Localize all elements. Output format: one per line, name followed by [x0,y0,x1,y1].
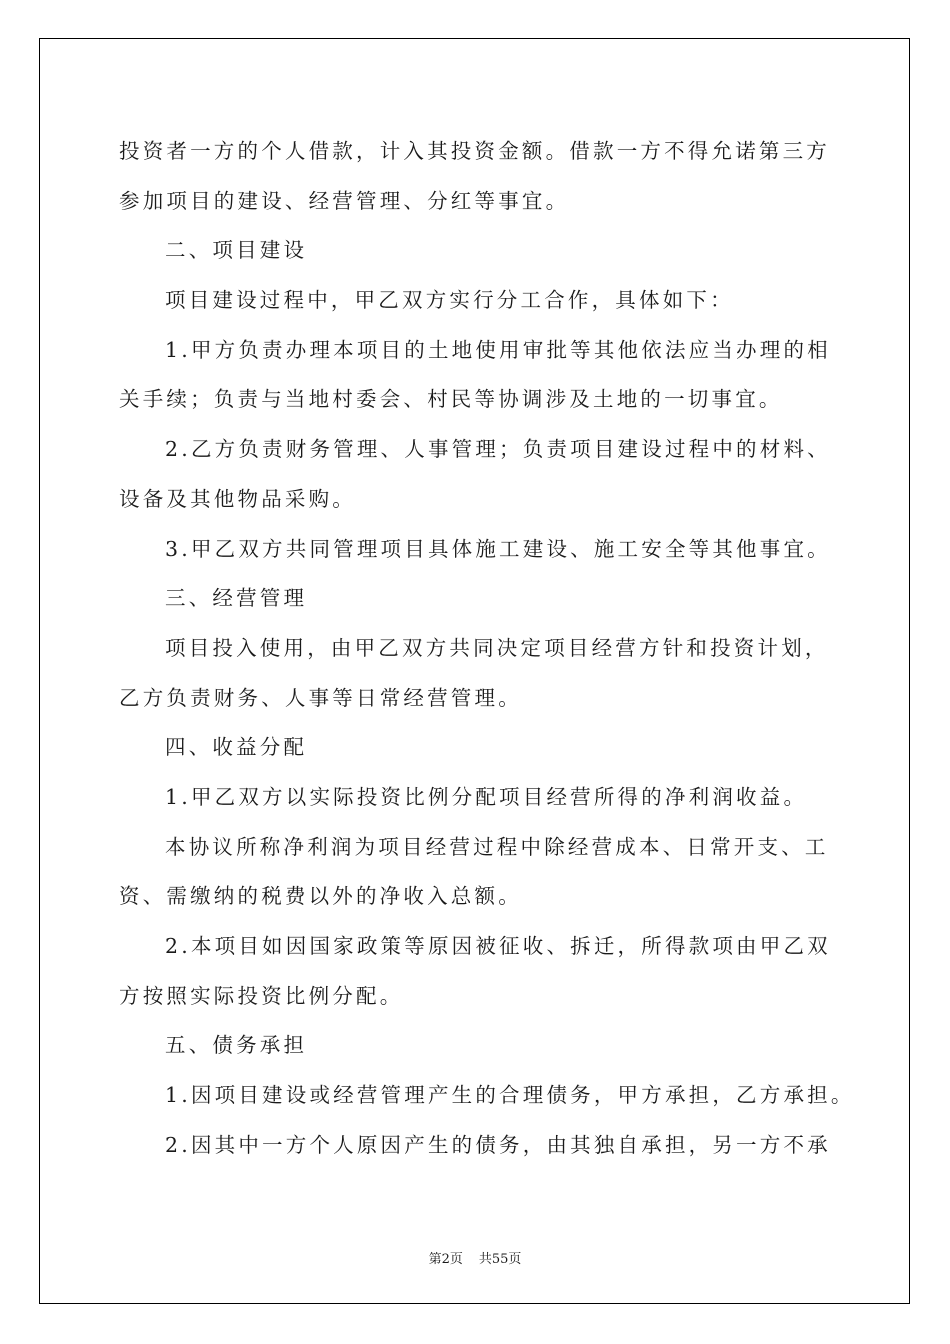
section-heading: 三、经营管理 [165,586,308,611]
text-line: 乙方负责财务、人事等日常经营管理。 [119,685,522,710]
page-total: 共55页 [478,1252,522,1267]
page-footer [0,1248,950,1267]
text-line: 资、需缴纳的税费以外的净收入总额。 [119,884,522,909]
list-item: 2.本项目如因国家政策等原因被征收、拆迁，所得款项由甲乙双 [165,934,831,958]
list-item: 2.乙方负责财务管理、人事管理；负责项目建设过程中的材料、 [165,437,831,462]
list-item: 1.甲方负责办理本项目的土地使用审批等其他依法应当办理的相 [165,337,831,362]
text-line: 关手续；负责与当地村委会、村民等协调涉及土地的一切事宜。 [119,387,783,412]
section-heading: 四、收益分配 [165,735,308,760]
list-item: 3.甲乙双方共同管理项目具体施工建设、施工安全等其他事宜。 [165,536,831,561]
text-line: 参加项目的建设、经营管理、分红等事宜。 [119,188,570,213]
text-line: 投资者一方的个人借款，计入其投资金额。借款一方不得允诺第三方 [119,139,830,163]
text-line: 设备及其他物品采购。 [119,486,356,511]
list-item: 1.甲乙双方以实际投资比例分配项目经营所得的净利润收益。 [165,784,808,809]
list-item: 1.因项目建设或经营管理产生的合理债务，甲方承担，乙方承担。 [165,1083,855,1108]
section-heading: 五、债务承担 [165,1033,308,1058]
section-heading: 二、项目建设 [165,238,308,263]
text-line: 本协议所称净利润为项目经营过程中除经营成本、日常开支、工 [165,834,829,859]
text-line: 方按照实际投资比例分配。 [119,983,404,1008]
text-line: 项目投入使用，由甲乙双方共同决定项目经营方针和投资计划， [165,635,829,660]
list-item: 2.因其中一方个人原因产生的债务，由其独自承担，另一方不承 [165,1132,831,1157]
page-number: 第2页 [428,1252,463,1267]
text-line: 项目建设过程中，甲乙双方实行分工合作，具体如下： [165,288,734,313]
document-body [119,127,855,1170]
